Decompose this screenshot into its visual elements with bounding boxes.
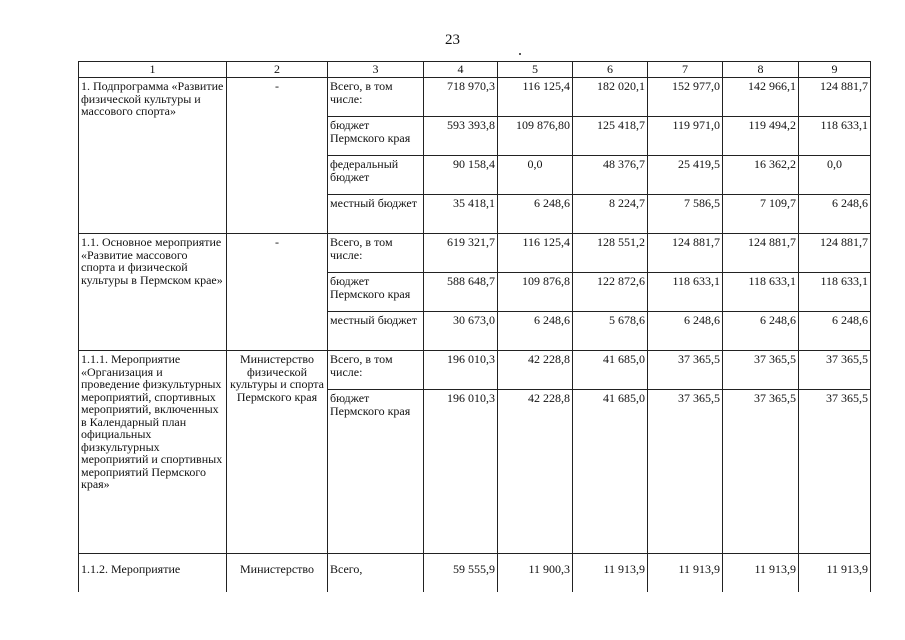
value-cell: 11 913,9 xyxy=(573,554,648,593)
value-cell: 37 365,5 xyxy=(648,351,723,390)
funding-source-cell: Всего, в том числе: xyxy=(328,351,424,390)
value-cell: 118 633,1 xyxy=(799,117,871,156)
value-cell: 48 376,7 xyxy=(573,156,648,195)
value-cell: 11 913,9 xyxy=(799,554,871,593)
value-cell: 0,0 xyxy=(799,156,871,195)
funding-source-cell: бюджет Пермского края xyxy=(328,273,424,312)
value-cell: 718 970,3 xyxy=(424,78,498,117)
column-header: 5 xyxy=(498,62,573,78)
value-cell: 42 228,8 xyxy=(498,351,573,390)
column-header: 1 xyxy=(79,62,227,78)
table-row xyxy=(79,554,871,593)
funding-source-cell: Всего, в том числе: xyxy=(328,78,424,117)
value-cell: 124 881,7 xyxy=(799,78,871,117)
funding-source-cell: бюджет Пермского края xyxy=(328,390,424,554)
value-cell: 35 418,1 xyxy=(424,195,498,234)
funding-source-cell: федеральный бюджет xyxy=(328,156,424,195)
value-cell: 109 876,8 xyxy=(498,273,573,312)
table-row xyxy=(79,351,871,390)
value-cell: 0,0 xyxy=(498,156,573,195)
table-row xyxy=(79,234,871,273)
value-cell: 6 248,6 xyxy=(498,312,573,351)
column-header: 3 xyxy=(328,62,424,78)
value-cell: 128 551,2 xyxy=(573,234,648,273)
value-cell: 593 393,8 xyxy=(424,117,498,156)
value-cell: 41 685,0 xyxy=(573,351,648,390)
value-cell: 619 321,7 xyxy=(424,234,498,273)
value-cell: 116 125,4 xyxy=(498,78,573,117)
value-cell: 41 685,0 xyxy=(573,390,648,554)
funding-source-cell: местный бюджет xyxy=(328,195,424,234)
value-cell: 196 010,3 xyxy=(424,351,498,390)
value-cell: 124 881,7 xyxy=(648,234,723,273)
column-header: 2 xyxy=(227,62,328,78)
value-cell: 118 633,1 xyxy=(723,273,799,312)
value-cell: 142 966,1 xyxy=(723,78,799,117)
program-name-cell: 1.1.1. Мероприятие «Организация и проведение физкультурных мероприятий, спортивных мероприятий, включенных в Календарный план официальных физкультурных мероприятий и спортивных мероприятий Пермского края» xyxy=(79,351,227,554)
column-header: 4 xyxy=(424,62,498,78)
value-cell: 11 913,9 xyxy=(648,554,723,593)
value-cell: 37 365,5 xyxy=(799,390,871,554)
table-header-row xyxy=(79,62,871,78)
value-cell: 6 248,6 xyxy=(799,312,871,351)
value-cell: 118 633,1 xyxy=(799,273,871,312)
value-cell: 5 678,6 xyxy=(573,312,648,351)
value-cell: 119 971,0 xyxy=(648,117,723,156)
funding-source-cell: Всего, в том числе: xyxy=(328,234,424,273)
table-row xyxy=(79,78,871,117)
value-cell: 37 365,5 xyxy=(799,351,871,390)
value-cell: 119 494,2 xyxy=(723,117,799,156)
value-cell: 6 248,6 xyxy=(799,195,871,234)
funding-source-cell: местный бюджет xyxy=(328,312,424,351)
column-header: 7 xyxy=(648,62,723,78)
page-number: 23 xyxy=(445,32,460,48)
value-cell: 122 872,6 xyxy=(573,273,648,312)
value-cell: 11 913,9 xyxy=(723,554,799,593)
value-cell: 37 365,5 xyxy=(648,390,723,554)
column-header: 8 xyxy=(723,62,799,78)
program-name-cell: 1.1. Основное мероприятие «Развитие массового спорта и физической культуры в Пермском крае» xyxy=(79,234,227,351)
value-cell: 8 224,7 xyxy=(573,195,648,234)
value-cell: 11 900,3 xyxy=(498,554,573,593)
executor-cell: Министерство физической культуры и спорта Пермского края xyxy=(227,351,328,554)
value-cell: 7 586,5 xyxy=(648,195,723,234)
value-cell: 588 648,7 xyxy=(424,273,498,312)
funding-source-cell: бюджет Пермского края xyxy=(328,117,424,156)
executor-cell: Министерство xyxy=(227,554,328,593)
budget-table xyxy=(78,61,871,592)
executor-cell: - xyxy=(227,234,328,351)
funding-source-cell: Всего, xyxy=(328,554,424,593)
executor-cell: - xyxy=(227,78,328,234)
value-cell: 59 555,9 xyxy=(424,554,498,593)
scan-speck xyxy=(519,53,521,55)
program-name-cell: 1. Подпрограмма «Развитие физической культуры и массового спорта» xyxy=(79,78,227,234)
value-cell: 25 419,5 xyxy=(648,156,723,195)
value-cell: 6 248,6 xyxy=(498,195,573,234)
value-cell: 124 881,7 xyxy=(723,234,799,273)
value-cell: 109 876,80 xyxy=(498,117,573,156)
value-cell: 124 881,7 xyxy=(799,234,871,273)
program-name-cell: 1.1.2. Мероприятие xyxy=(79,554,227,593)
value-cell: 152 977,0 xyxy=(648,78,723,117)
value-cell: 6 248,6 xyxy=(723,312,799,351)
value-cell: 6 248,6 xyxy=(648,312,723,351)
column-header: 6 xyxy=(573,62,648,78)
value-cell: 16 362,2 xyxy=(723,156,799,195)
value-cell: 7 109,7 xyxy=(723,195,799,234)
value-cell: 125 418,7 xyxy=(573,117,648,156)
value-cell: 42 228,8 xyxy=(498,390,573,554)
value-cell: 182 020,1 xyxy=(573,78,648,117)
value-cell: 30 673,0 xyxy=(424,312,498,351)
value-cell: 116 125,4 xyxy=(498,234,573,273)
value-cell: 196 010,3 xyxy=(424,390,498,554)
value-cell: 37 365,5 xyxy=(723,351,799,390)
column-header: 9 xyxy=(799,62,871,78)
value-cell: 118 633,1 xyxy=(648,273,723,312)
value-cell: 90 158,4 xyxy=(424,156,498,195)
value-cell: 37 365,5 xyxy=(723,390,799,554)
